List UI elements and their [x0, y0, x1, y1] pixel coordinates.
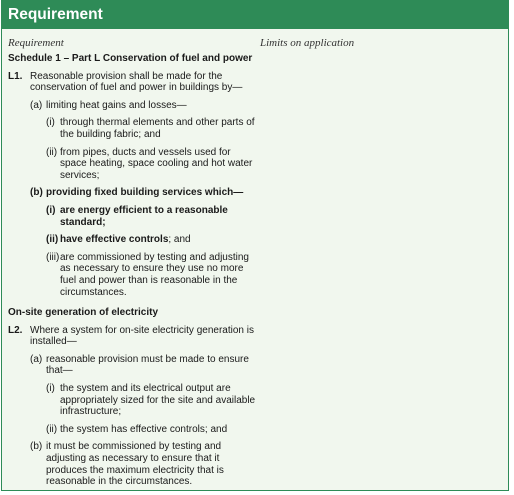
clause-l2-b-text: it must be commissioned by testing and adjusting as necessary to ensure that it produces the maximum electricity that is reasonable in the circumstances. — [46, 441, 224, 488]
clause-l1-a-i — [8, 117, 260, 140]
clause-l2-a-ii-text: the system has effective controls; and — [60, 423, 228, 435]
column-header-limits: Limits on application — [260, 37, 355, 49]
clause-l1-a — [8, 100, 260, 112]
clause-l1-b-iii-text: are commissioned by testing and adjusting as necessary to ensure they use no more fuel and power than is reasonable in the circumstances. — [60, 251, 249, 298]
clause-l1-a-text: limiting heat gains and losses— — [46, 99, 187, 111]
clause-l1-label: L1. — [8, 70, 23, 82]
clause-l1-b-i — [8, 205, 260, 228]
clause-l2-b-label: (b) — [30, 441, 43, 453]
clause-l1-b-i-label: (i) — [46, 204, 56, 216]
clause-l1-b-label: (b) — [30, 187, 43, 199]
clause-l1-b-i-text: are energy efficient to a reasonable standard; — [60, 204, 228, 228]
clause-l2-a-i — [8, 383, 260, 418]
clause-l2-a-i-text: the system and its electrical output are appropriately sized for the site and available infrastructure; — [60, 383, 256, 418]
clause-l2-b — [8, 441, 260, 487]
clause-l1-b-iii-label: (iii) — [46, 251, 60, 263]
clause-l1-b-ii-bold: have effective controls — [60, 234, 169, 246]
requirement-table — [1, 0, 509, 491]
clause-l1-a-i-label: (i) — [46, 117, 55, 129]
table-banner-title: Requirement — [2, 1, 508, 29]
clause-l1-b-ii-label: (ii) — [46, 234, 59, 246]
clause-l2-a-ii — [8, 424, 260, 436]
clause-l2-a-ii-label: (ii) — [46, 423, 58, 435]
clause-l1-a-label: (a) — [30, 99, 43, 111]
clause-l2 — [8, 325, 260, 348]
clause-l1-b — [8, 187, 260, 199]
clause-l1-b-ii-rest: ; and — [168, 234, 191, 246]
onsite-generation-heading: On-site generation of electricity — [8, 307, 159, 319]
clause-l1-b-iii — [8, 252, 260, 298]
clause-l2-a-label: (a) — [30, 353, 43, 365]
clause-l2-a-i-label: (i) — [46, 383, 55, 395]
clause-l1 — [8, 71, 260, 94]
column-header-requirement: Requirement — [8, 37, 64, 49]
clause-l1-a-ii-label: (ii) — [46, 146, 58, 158]
clause-l2-a-text: reasonable provision must be made to ensure that— — [46, 353, 249, 377]
clause-l2-text: Where a system for on-site electricity generation is installed— — [30, 324, 254, 348]
clause-l1-text: Reasonable provision shall be made for the conservation of fuel and power in buildings by— — [30, 70, 243, 94]
clause-l1-b-ii — [8, 234, 260, 246]
clause-l1-a-ii-text: from pipes, ducts and vessels used for space heating, space cooling and hot water services; — [60, 146, 253, 181]
clause-l2-a — [8, 354, 260, 377]
clause-l2-label: L2. — [8, 324, 23, 336]
requirement-content — [8, 53, 260, 488]
clause-l1-b-text: providing fixed building services which— — [46, 187, 244, 199]
clause-l1-b-ii-text — [60, 234, 260, 246]
schedule-heading: Schedule 1 – Part L Conservation of fuel and power — [8, 53, 253, 64]
clause-l1-a-i-text: through thermal elements and other parts of the building fabric; and — [60, 117, 255, 140]
clause-l1-a-ii — [8, 147, 260, 182]
